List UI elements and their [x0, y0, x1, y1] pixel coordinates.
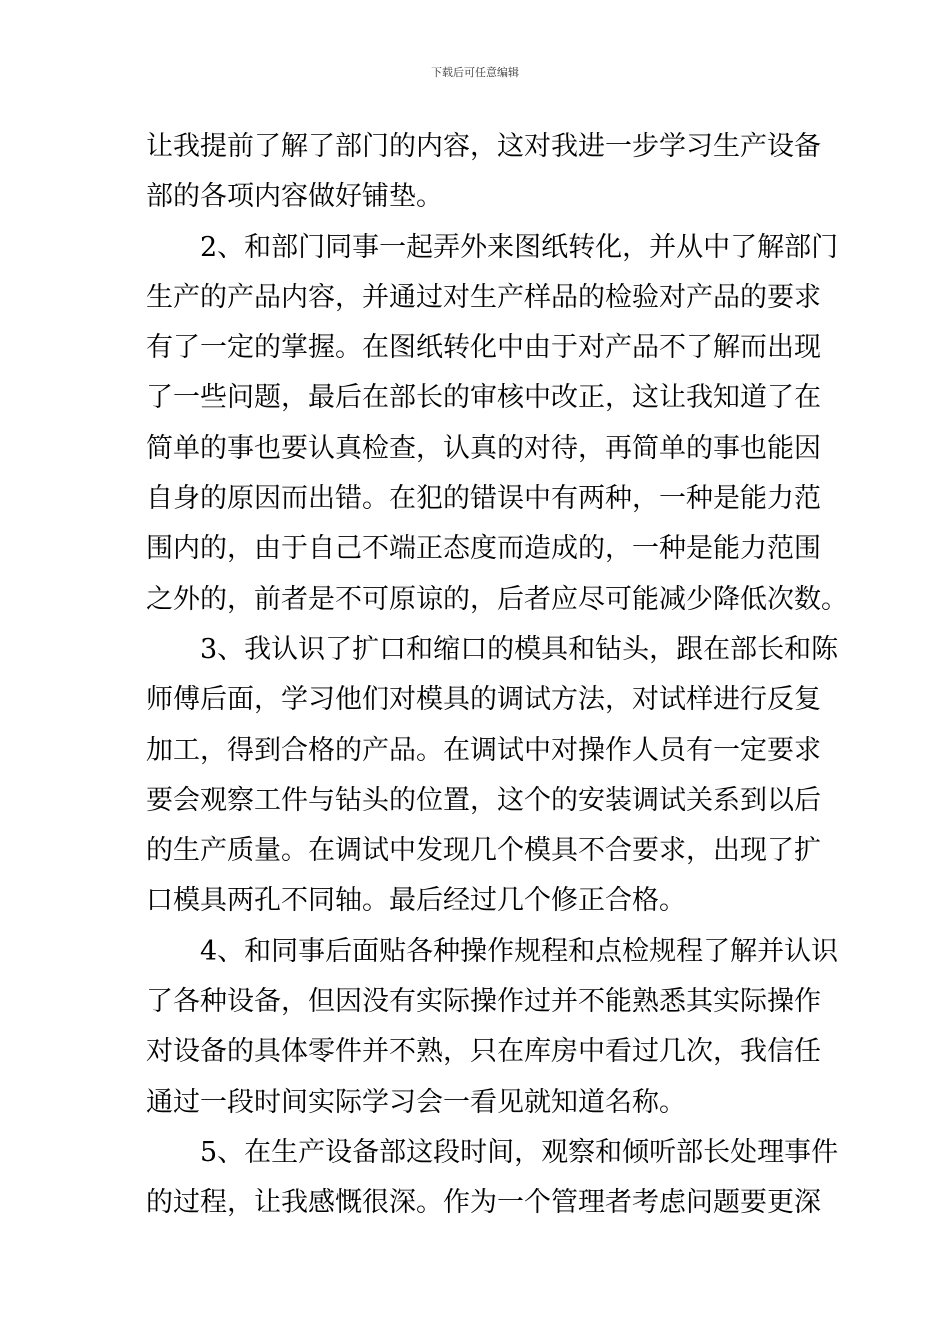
text-line: 有了一定的掌握。在图纸转化中由于对产品不了解而出现 [146, 332, 821, 364]
text-line: 对设备的具体零件并不熟，只在库房中看过几次，我信任 [146, 1036, 821, 1068]
text-line: 了一些问题，最后在部长的审核中改正，这让我知道了在 [146, 382, 821, 414]
text-line: 师傅后面，学习他们对模具的调试方法，对试样进行反复 [146, 684, 821, 716]
text-line: 部的各项内容做好铺垫。 [146, 181, 443, 213]
text-line: 通过一段时间实际学习会一看见就知道名称。 [146, 1086, 686, 1118]
paragraph-start-line: 5、在生产设备部这段时间，观察和倾听部长处理事件 [200, 1136, 839, 1168]
paragraph-start-line: 3、我认识了扩口和缩口的模具和钻头，跟在部长和陈 [200, 633, 839, 665]
text-line: 之外的，前者是不可原谅的，后者应尽可能减少降低次数。 [146, 583, 848, 615]
text-line: 简单的事也要认真检查，认真的对待，再简单的事也能因 [146, 432, 821, 464]
page-header: 下载后可任意编辑 [431, 66, 519, 79]
paragraph-start-line: 2、和部门同事一起弄外来图纸转化，并从中了解部门 [200, 231, 839, 263]
text-line: 口模具两孔不同轴。最后经过几个修正合格。 [146, 885, 686, 917]
text-line: 的生产质量。在调试中发现几个模具不合要求，出现了扩 [146, 835, 821, 867]
text-line: 围内的，由于自己不端正态度而造成的，一种是能力范围 [146, 533, 821, 565]
paragraph-start-line: 4、和同事后面贴各种操作规程和点检规程了解并认识 [200, 935, 839, 967]
document-body [146, 122, 848, 1229]
text-line: 了各种设备，但因没有实际操作过并不能熟悉其实际操作 [146, 986, 821, 1018]
text-line: 的过程，让我感慨很深。作为一个管理者考虑问题要更深 [146, 1187, 821, 1219]
text-line: 要会观察工件与钻头的位置，这个的安装调试关系到以后 [146, 784, 821, 816]
text-line: 加工，得到合格的产品。在调试中对操作人员有一定要求 [146, 734, 821, 766]
text-line: 让我提前了解了部门的内容，这对我进一步学习生产设备 [146, 131, 821, 162]
text-line: 生产的产品内容，并通过对生产样品的检验对产品的要求 [146, 281, 821, 313]
text-line: 自身的原因而出错。在犯的错误中有两种，一种是能力范 [146, 483, 821, 515]
